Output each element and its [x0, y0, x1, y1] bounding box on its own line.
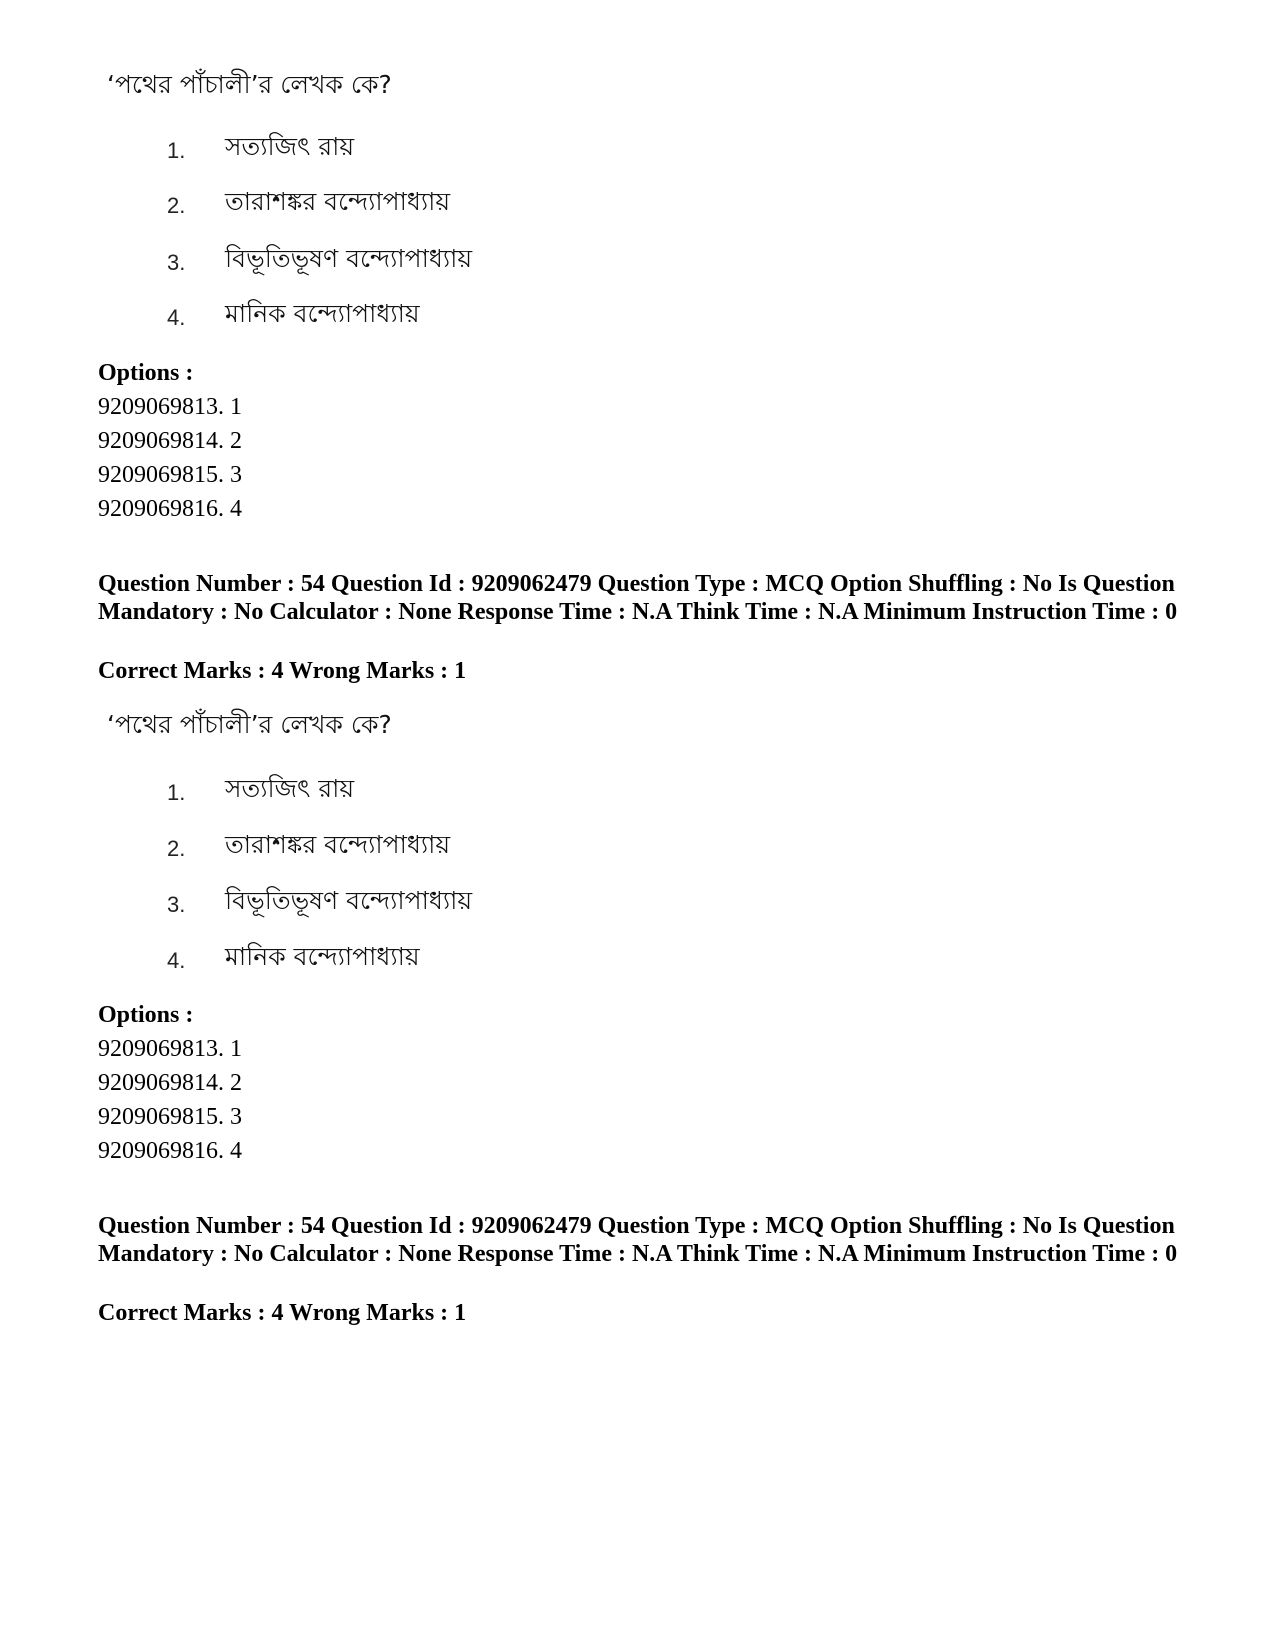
- question-meta: Question Number : 54 Question Id : 9209062479 Question Type : MCQ Option Shuffling : No Is Question Mandatory : No Calculator : None Response Time : N.A Think Time : N.A Minimum Instruction Time : 0: [98, 571, 1178, 625]
- option-line: 9209069815. 3: [98, 1104, 242, 1130]
- choice-text: মানিক বন্দ্যোপাধ্যায়: [225, 299, 420, 328]
- marks-line: Correct Marks : 4 Wrong Marks : 1: [98, 1300, 467, 1326]
- option-line: 9209069814. 2: [98, 1070, 242, 1096]
- option-line: 9209069816. 4: [98, 1138, 242, 1164]
- option-line: 9209069814. 2: [98, 428, 242, 454]
- choice-item: [0, 884, 600, 924]
- option-line: 9209069813. 1: [98, 394, 242, 420]
- choice-text: তারাশঙ্কর বন্দ্যোপাধ্যায়: [225, 830, 451, 859]
- options-label: Options :: [98, 1002, 194, 1028]
- choice-text: তারাশঙ্কর বন্দ্যোপাধ্যায়: [225, 187, 451, 216]
- marks-line: Correct Marks : 4 Wrong Marks : 1: [98, 658, 467, 684]
- question-text: ‘পথের পাঁচালী’র লেখক কে?: [107, 70, 392, 99]
- choice-text: সত্যজিৎ রায়: [225, 132, 355, 161]
- choice-number: 4.: [167, 948, 186, 973]
- choice-number: 4.: [167, 305, 186, 330]
- choice-item: [0, 828, 600, 868]
- choice-number: 3.: [167, 250, 186, 275]
- options-label: Options :: [98, 360, 194, 386]
- choice-number: 2.: [167, 836, 186, 861]
- choice-item: [0, 242, 600, 282]
- choice-text: সত্যজিৎ রায়: [225, 774, 355, 803]
- question-text: ‘পথের পাঁচালী’র লেখক কে?: [107, 710, 392, 739]
- choice-number: 2.: [167, 193, 186, 218]
- choice-number: 1.: [167, 780, 186, 805]
- choice-item: [0, 130, 600, 170]
- choice-number: 3.: [167, 892, 186, 917]
- choice-text: বিভূতিভূষণ বন্দ্যোপাধ্যায়: [225, 244, 473, 273]
- choice-item: [0, 185, 600, 225]
- choice-item: [0, 772, 600, 812]
- choice-item: [0, 297, 600, 337]
- choice-text: বিভূতিভূষণ বন্দ্যোপাধ্যায়: [225, 886, 473, 915]
- choice-number: 1.: [167, 138, 186, 163]
- choice-item: [0, 940, 600, 980]
- option-line: 9209069816. 4: [98, 496, 242, 522]
- choice-text: মানিক বন্দ্যোপাধ্যায়: [225, 942, 420, 971]
- option-line: 9209069813. 1: [98, 1036, 242, 1062]
- option-line: 9209069815. 3: [98, 462, 242, 488]
- question-meta: Question Number : 54 Question Id : 9209062479 Question Type : MCQ Option Shuffling : No Is Question Mandatory : No Calculator : None Response Time : N.A Think Time : N.A Minimum Instruction Time : 0: [98, 1213, 1178, 1267]
